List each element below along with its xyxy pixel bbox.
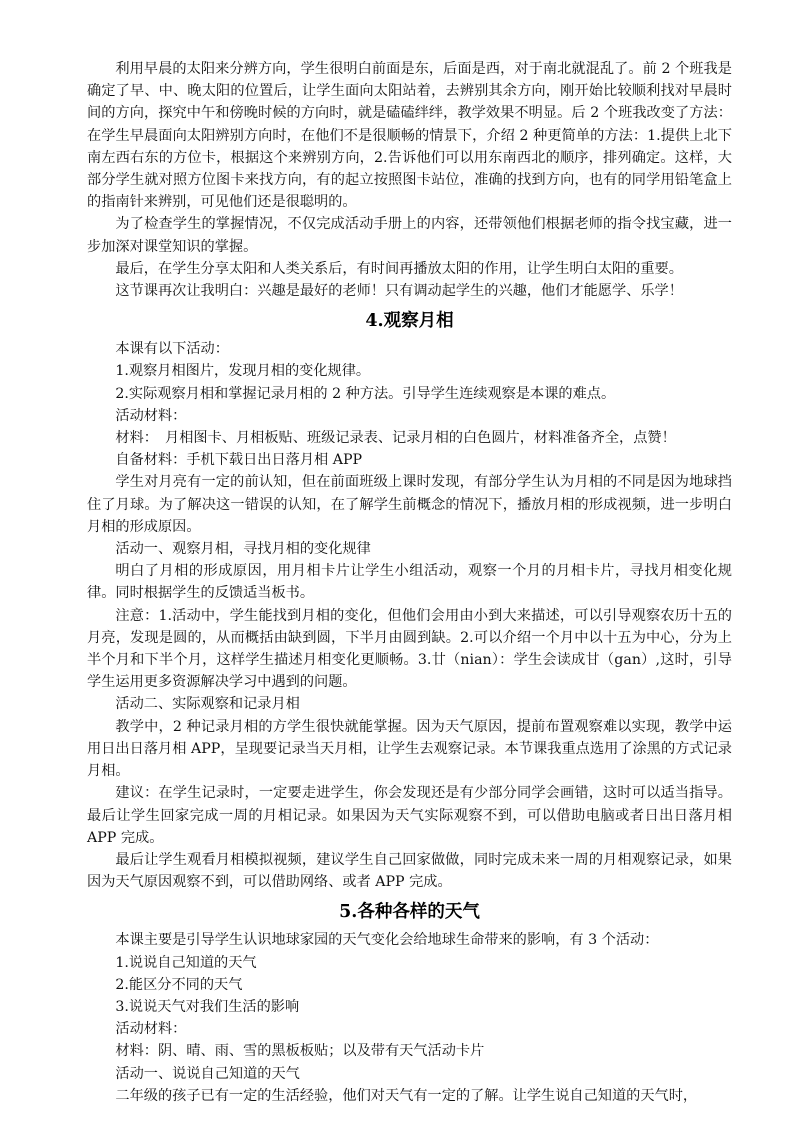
paragraph: 最后让学生观看月相模拟视频，建议学生自己回家做做，同时完成未来一周的月相观察记录，如果因为天气原因观察不到，可以借助网络、或者 APP 完成。: [87, 851, 732, 891]
paragraph: 利用早晨的太阳来分辨方向，学生很明白前面是东，后面是西，对于南北就混乱了。前 2 个班我是确定了早、中、晚太阳的位置后，让学生面向太阳站着，去辨别其余方向，刚开始比较顺利找对早晨时间的方向，探究中午和傍晚时候的方向时，就是磕磕绊绊，教学效果不明显。后 2 个班我改变了方法：在学生早晨面向太阳辨别方向时，在他们不是很顺畅的情景下，介绍 2 种更简单的方法：1.提供上北下南左西右东的方位卡，根据这个来辨别方向，2.告诉他们可以用东南西北的顺序，排列确定。这样，大部分学生就对照方位图卡来找方向，有的起立按照图卡站位，准确的找到方向，也有的同学用铅笔盒上的指南针来辨别，可见他们还是很聪明的。: [87, 61, 732, 211]
section-intro: [87, 58, 732, 302]
list-item: 1.说说自己知道的天气: [115, 954, 257, 971]
paragraph: 明白了月相的形成原因，用月相卡片让学生小组活动，观察一个月的月相卡片，寻找月相变化规律。同时根据学生的反馈适当板书。: [87, 563, 732, 602]
paragraph: 材料：阴、晴、雨、雪的黑板板贴；以及带有天气活动卡片: [115, 1043, 485, 1060]
paragraph: 自备材料：手机下载日出日落月相 APP: [115, 452, 363, 469]
list-item: 1.观察月相图片，发现月相的变化规律。: [115, 363, 371, 380]
paragraph: 活动材料：: [115, 407, 187, 424]
activity-heading: 活动一、说说自己知道的天气: [115, 1065, 300, 1082]
list-item: 2.实际观察月相和掌握记录月相的 2 种方法。引导学生连续观察是本课的难点。: [115, 385, 616, 402]
section-5: [87, 899, 732, 1107]
document-page: [87, 58, 732, 1107]
paragraph: 教学中，2 种记录月相的方学生很快就能掌握。因为天气原因，提前布置观察难以实现，教学中运用日出日落月相 APP，呈现要记录当天月相，让学生去观察记录。本节课我重点选用了涂黑的方式记录月相。: [87, 718, 732, 780]
activity-heading: 活动二、实际观察和记录月相: [115, 696, 300, 713]
list-item: 3.说说天气对我们生活的影响: [115, 998, 300, 1015]
paragraph: 注意：1.活动中，学生能找到月相的变化，但他们会用由小到大来描述，可以引导观察农历十五的月亮，发现是圆的，从而概括由缺到圆，下半月由圆到缺。2.可以介绍一个月中以十五为中心，分为上半个月和下半个月，这样学生描述月相变化更顺畅。3.廿（nian）：学生会读成甘（gan）,这时，引导学生运用更多资源解决学习中遇到的问题。: [87, 607, 732, 691]
paragraph: 材料： 月相图卡、月相板贴、班级记录表、记录月相的白色圆片，材料准备齐全，点赞！: [115, 430, 676, 447]
paragraph: 这节课再次让我明白：兴趣是最好的老师！只有调动起学生的兴趣，他们才能愿学、乐学！: [115, 283, 683, 300]
section-heading: 4.观察月相: [365, 311, 454, 332]
paragraph: 最后，在学生分享太阳和人类关系后，有时间再播放太阳的作用，让学生明白太阳的重要。: [115, 260, 683, 277]
section-heading: 5.各种各样的天气: [339, 902, 480, 923]
paragraph: 二年级的孩子已有一定的生活经验，他们对天气有一定的了解。让学生说自己知道的天气时，: [115, 1087, 698, 1104]
list-item: 2.能区分不同的天气: [115, 976, 243, 993]
paragraph: 建议：在学生记录时，一定要走进学生，你会发现还是有少部分同学会画错，这时可以适当指导。最后让学生回家完成一周的月相记录。如果因为天气实际观察不到，可以借助电脑或者日出日落月相 APP 完成。: [87, 785, 732, 846]
section-4: [87, 308, 732, 893]
paragraph: 学生对月亮有一定的前认知，但在前面班级上课时发现，有部分学生认为月相的不同是因为地球挡住了月球。为了解决这一错误的认知，在了解学生前概念的情况下，播放月相的形成视频，进一步明白月相的形成原因。: [87, 474, 732, 535]
paragraph: 为了检查学生的掌握情况，不仅完成活动手册上的内容，还带领他们根据老师的指令找宝藏，进一步加深对课堂知识的掌握。: [87, 216, 732, 255]
activity-heading: 活动一、观察月相，寻找月相的变化规律: [115, 541, 371, 558]
paragraph: 活动材料：: [115, 1021, 187, 1038]
paragraph: 本课主要是引导学生认识地球家园的天气变化会给地球生命带来的影响，有 3 个活动：: [115, 932, 659, 949]
paragraph: 本课有以下活动：: [115, 341, 229, 358]
